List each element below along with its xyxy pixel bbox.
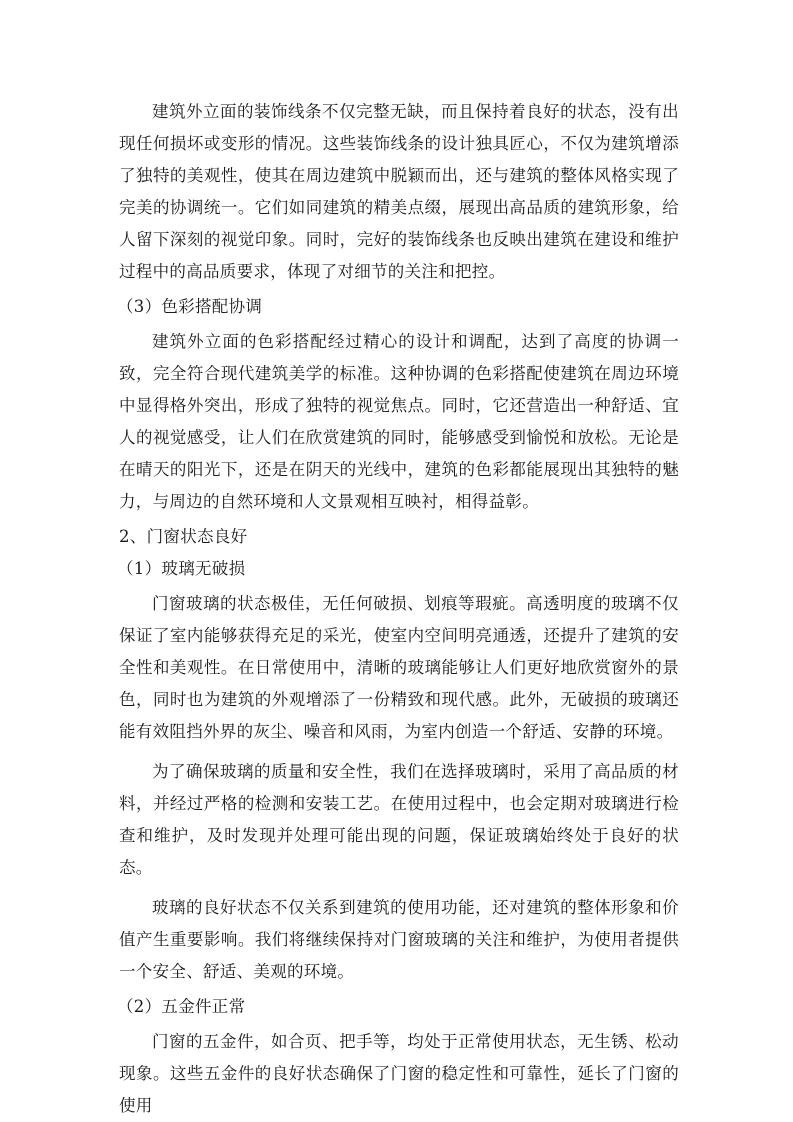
heading-doors-windows: 2、门窗状态良好 [119, 527, 248, 546]
heading-color-matching: （3）色彩搭配协调 [117, 297, 263, 316]
paragraph-glass-quality: 为了确保玻璃的质量和安全性，我们在选择玻璃时，采用了高品质的材料，并经过严格的检测和安装工艺。在使用过程中，也会定期对玻璃进行检查和维护，及时发现并处理可能出现的问题，保证玻璃始终处于良好的状态。 [119, 762, 679, 877]
paragraph-glass-condition: 门窗玻璃的状态极佳，无任何破损、划痕等瑕疵。高透明度的玻璃不仅保证了室内能够获得充足的采光，使室内空间明亮通透，还提升了建筑的安全性和美观性。在日常使用中，清晰的玻璃能够让人们更好地欣赏窗外的景色，同时也为建筑的外观增添了一份精致和现代感。此外，无破损的玻璃还能有效阻挡外界的灰尘、噪音和风雨，为室内创造一个舒适、安静的环境。 [119, 594, 679, 741]
paragraph-hardware: 门窗的五金件，如合页、把手等，均处于正常使用状态，无生锈、松动现象。这些五金件的良好状态确保了门窗的稳定性和可靠性，延长了门窗的使用 [119, 1032, 679, 1115]
paragraph-decorative-lines: 建筑外立面的装饰线条不仅完整无缺，而且保持着良好的状态，没有出现任何损坏或变形的情况。这些装饰线条的设计独具匠心，不仅为建筑增添了独特的美观性，使其在周边建筑中脱颖而出，还与建筑的整体风格实现了完美的协调统一。它们如同建筑的精美点缀，展现出高品质的建筑形象，给人留下深刻的视觉印象。同时，完好的装饰线条也反映出建筑在建设和维护过程中的高品质要求，体现了对细节的关注和把控。 [119, 102, 679, 281]
paragraph-color-matching: 建筑外立面的色彩搭配经过精心的设计和调配，达到了高度的协调一致，完全符合现代建筑美学的标准。这种协调的色彩搭配使建筑在周边环境中显得格外突出，形成了独特的视觉焦点。同时，它还营造出一种舒适、宜人的视觉感受，让人们在欣赏建筑的同时，能够感受到愉悦和放松。无论是在晴天的阳光下，还是在阴天的光线中，建筑的色彩都能展现出其独特的魅力，与周边的自然环境和人文景观相互映衬，相得益彰。 [119, 332, 679, 511]
paragraph-glass-importance: 玻璃的良好状态不仅关系到建筑的使用功能，还对建筑的整体形象和价值产生重要影响。我们将继续保持对门窗玻璃的关注和维护，为使用者提供一个安全、舒适、美观的环境。 [119, 898, 679, 981]
document-page [119, 96, 679, 1122]
heading-hardware-normal: （2）五金件正常 [117, 997, 246, 1016]
heading-glass-intact: （1）玻璃无破损 [117, 559, 246, 578]
